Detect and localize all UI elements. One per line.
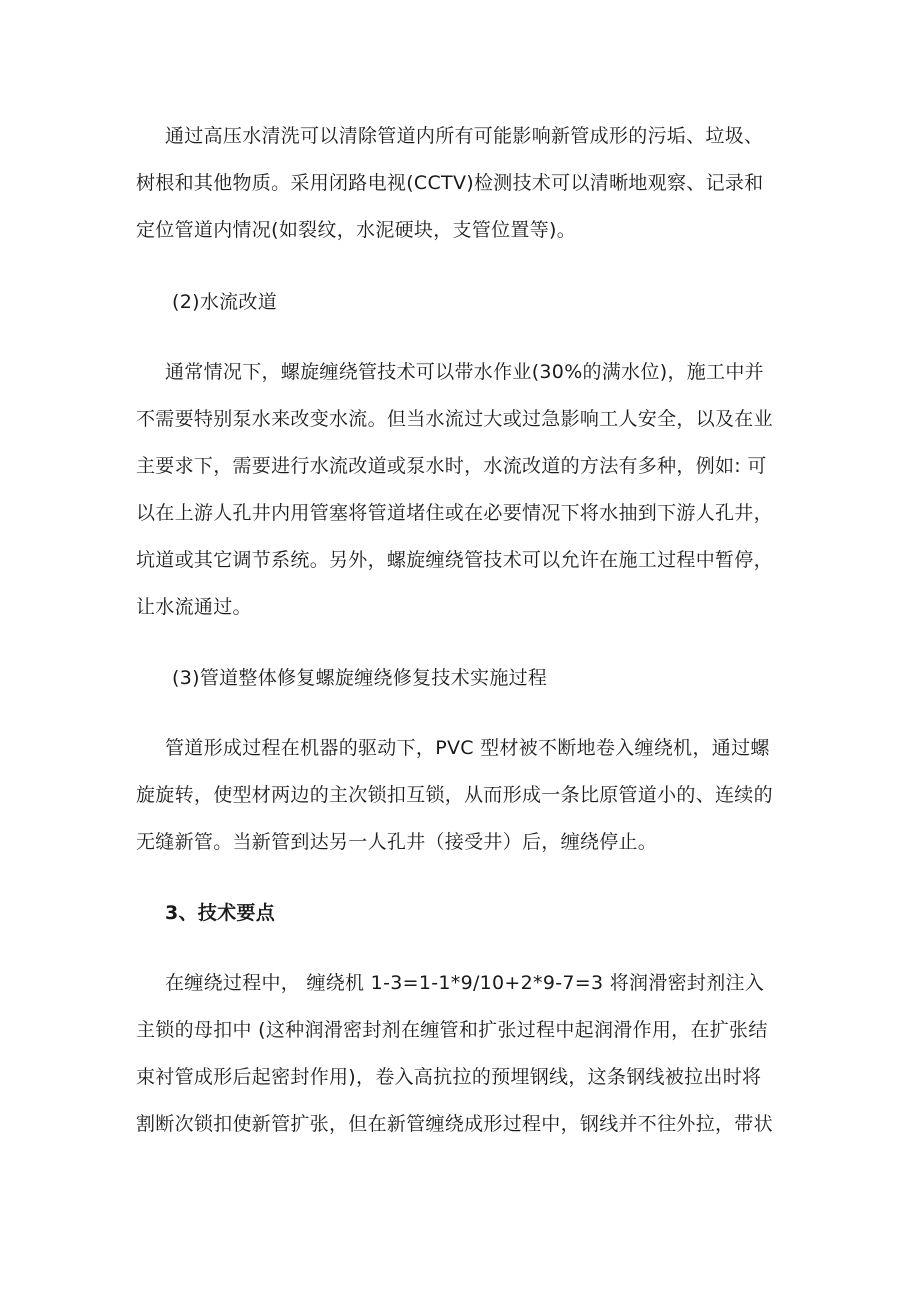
paragraph-3-line-2: 旋旋转，使型材两边的主次锁扣互锁，从而形成一条比原管道小的、连续的 xyxy=(136,784,773,806)
paragraph-2-line-1: 通常情况下，螺旋缠绕管技术可以带水作业(30%的满水位)，施工中并 xyxy=(165,361,764,383)
paragraph-1-line-2: 树根和其他物质。采用闭路电视(CCTV)检测技术可以清晰地观察、记录和 xyxy=(136,172,764,194)
paragraph-1-line-1: 通过高压水清洗可以清除管道内所有可能影响新管成形的污垢、垃圾、 xyxy=(165,125,764,147)
paragraph-4-line-4: 割断次锁扣使新管扩张，但在新管缠绕成形过程中，钢线并不往外拉，带状 xyxy=(136,1113,773,1135)
paragraph-1-line-3: 定位管道内情况(如裂纹，水泥硬块，支管位置等)。 xyxy=(136,219,577,241)
section-heading-3: (3)管道整体修复螺旋缠绕修复技术实施过程 xyxy=(172,667,548,689)
paragraph-4-line-2: 主锁的母扣中 (这种润滑密封剂在缠管和扩张过程中起润滑作用，在扩张结 xyxy=(136,1019,768,1041)
paragraph-3-line-3: 无缝新管。当新管到达另一人孔井（接受井）后，缠绕停止。 xyxy=(136,831,658,853)
paragraph-2-line-2: 不需要特别泵水来改变水流。但当水流过大或过急影响工人安全，以及在业 xyxy=(136,408,773,430)
paragraph-2-line-4: 以在上游人孔井内用管塞将管道堵住或在必要情况下将水抽到下游人孔井， xyxy=(136,502,773,524)
section-heading-technical-points: 3、技术要点 xyxy=(165,902,276,924)
paragraph-3-line-1: 管道形成过程在机器的驱动下，PVC 型材被不断地卷入缠绕机，通过螺 xyxy=(165,737,770,759)
paragraph-2-line-6: 让水流通过。 xyxy=(136,596,252,618)
paragraph-2-line-5: 坑道或其它调节系统。另外，螺旋缠绕管技术可以允许在施工过程中暂停， xyxy=(136,549,773,571)
paragraph-2-line-3: 主要求下，需要进行水流改道或泵水时，水流改道的方法有多种，例如: 可 xyxy=(136,455,767,477)
paragraph-4-line-1: 在缠绕过程中， 缠绕机 1-3=1-1*9/10+2*9-7=3 将润滑密封剂注入 xyxy=(165,972,765,994)
section-heading-2: (2)水流改道 xyxy=(172,291,278,313)
paragraph-4-line-3: 束衬管成形后起密封作用)，卷入高抗拉的预埋钢线，这条钢线被拉出时将 xyxy=(136,1066,762,1088)
